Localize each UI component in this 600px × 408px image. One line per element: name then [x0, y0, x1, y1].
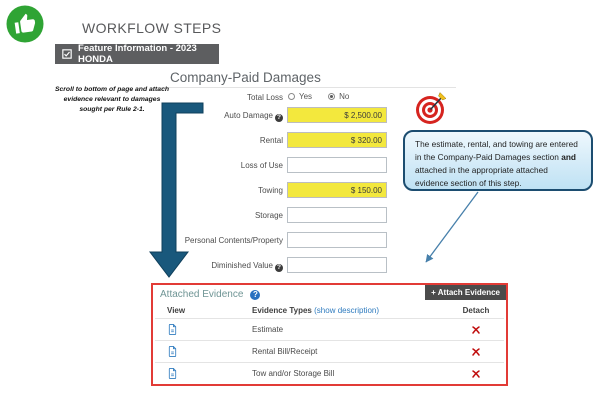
field-label-auto-damage: Auto Damage ?: [120, 111, 283, 122]
step-bar-label: Feature Information - 2023 HONDA: [78, 43, 197, 65]
field-label-personal-contents: Personal Contents/Property: [184, 236, 283, 245]
help-icon[interactable]: ?: [275, 114, 283, 122]
radio-yes-label[interactable]: Yes: [299, 92, 313, 101]
evidence-type: Estimate: [252, 325, 284, 334]
field-label-storage: Storage: [254, 211, 283, 220]
instruction-note: Scroll to bottom of page and attach evidence relevant to damages sought per Rule 2-1.: [54, 86, 170, 114]
show-description-link[interactable]: (show description): [314, 305, 380, 315]
diminished-value-input[interactable]: [287, 257, 387, 273]
radio-yes[interactable]: [288, 93, 295, 100]
evidence-table-header: [155, 302, 504, 318]
personal-contents-input[interactable]: [287, 232, 387, 248]
file-document-icon[interactable]: [167, 323, 252, 336]
col-evidence-types: Evidence Types (show description): [252, 305, 380, 315]
detach-unlink-icon[interactable]: [452, 368, 500, 380]
col-view: View: [167, 305, 186, 315]
radio-no[interactable]: [328, 93, 335, 100]
rental-input[interactable]: [287, 132, 387, 148]
page-title: WORKFLOW STEPS: [82, 20, 222, 36]
storage-input[interactable]: [287, 207, 387, 223]
attached-evidence-section: [151, 283, 508, 386]
checkbox-checked-icon: [62, 49, 72, 59]
field-label-loss-of-use: Loss of Use: [240, 161, 283, 170]
section-heading: Company-Paid Damages: [170, 70, 321, 85]
evidence-row: [155, 340, 504, 362]
field-label-diminished-value: Diminished Value ?: [120, 261, 283, 272]
total-loss-radio-group: [288, 92, 349, 101]
thumbs-up-icon: [5, 4, 45, 44]
evidence-type: Tow and/or Storage Bill: [252, 369, 335, 378]
field-label-rental: Rental: [259, 136, 283, 145]
field-label-total-loss: Total Loss: [246, 93, 283, 102]
attached-evidence-title: Attached Evidence ?: [160, 289, 260, 300]
evidence-row: [155, 318, 504, 340]
detach-unlink-icon[interactable]: [452, 324, 500, 336]
file-document-icon[interactable]: [167, 345, 252, 358]
radio-no-label[interactable]: No: [339, 92, 350, 101]
help-icon[interactable]: ?: [275, 264, 283, 272]
evidence-type: Rental Bill/Receipt: [252, 347, 318, 356]
down-arrow: [145, 98, 215, 288]
callout-pointer-arrow: [412, 189, 492, 279]
field-label-towing: Towing: [258, 186, 283, 195]
callout-note: The estimate, rental, and towing are entered in the Company-Paid Damages section and attached in the appropriate attached evidence section of this step.: [403, 130, 593, 191]
attach-evidence-button[interactable]: + Attach Evidence: [425, 285, 506, 300]
section-divider: [160, 87, 456, 88]
evidence-table: [155, 302, 504, 384]
target-icon: [411, 90, 449, 133]
detach-unlink-icon[interactable]: [452, 346, 500, 358]
file-document-icon[interactable]: [167, 367, 252, 380]
evidence-row: [155, 362, 504, 384]
auto-damage-input[interactable]: [287, 107, 387, 123]
workflow-step-bar[interactable]: [55, 44, 219, 64]
help-icon[interactable]: ?: [250, 290, 260, 300]
col-detach: Detach: [462, 305, 490, 315]
loss-of-use-input[interactable]: [287, 157, 387, 173]
towing-input[interactable]: [287, 182, 387, 198]
